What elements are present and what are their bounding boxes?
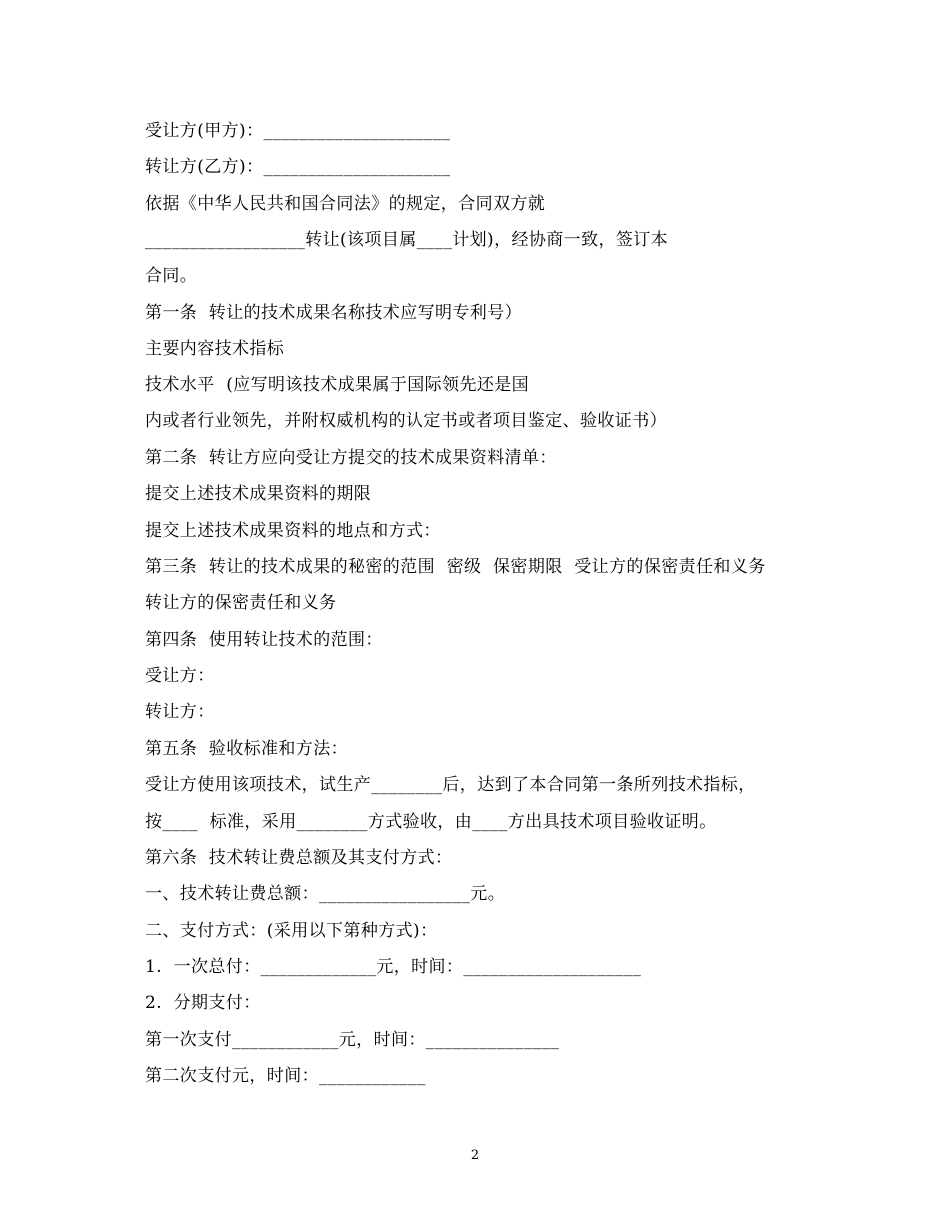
article-6-payment-method: 二、支付方式：(采用以下第种方式)： <box>145 921 438 941</box>
transferor-party-line: 转让方(乙方)：_____________________ <box>145 157 451 177</box>
article-6-total-fee: 一、技术转让费总额：_________________元。 <box>145 884 506 904</box>
article-4-heading: 第四条 使用转让技术的范围： <box>145 630 383 650</box>
article-3-heading: 第三条 转让的技术成果的秘密的范围 密级 保密期限 受让方的保密责任和义务 <box>145 557 766 577</box>
article-6-heading: 第六条 技术转让费总额及其支付方式： <box>145 848 453 868</box>
payment-installments: 2. 分期支付： <box>145 993 261 1013</box>
article-1-level-line-1: 技术水平 (应写明该技术成果属于国际领先还是国 <box>145 375 530 395</box>
preamble-line-2: __________________转让(该项目属____计划)，经协商一致，签订本 <box>145 230 669 250</box>
article-4-transferor: 转让方： <box>145 702 215 722</box>
payment-lump-sum: 1. 一次总付：_____________元，时间：____________________ <box>145 957 642 977</box>
article-1-level-line-2: 内或者行业领先，并附权威机构的认定书或者项目鉴定、验收证书） <box>145 411 667 431</box>
transferee-party-line: 受让方(甲方)：_____________________ <box>145 121 451 141</box>
article-2-location: 提交上述技术成果资料的地点和方式： <box>145 521 441 541</box>
article-4-transferee: 受让方： <box>145 666 215 686</box>
installment-first: 第一次支付____________元，时间：_______________ <box>145 1030 560 1050</box>
article-1-heading: 第一条 转让的技术成果名称技术应写明专利号） <box>145 303 523 323</box>
article-3-transferor-duty: 转让方的保密责任和义务 <box>145 593 337 613</box>
article-2-deadline: 提交上述技术成果资料的期限 <box>145 484 372 504</box>
preamble-line-1: 依据《中华人民共和国合同法》的规定，合同双方就 <box>145 194 546 214</box>
preamble-line-3: 合同。 <box>145 266 198 286</box>
article-1-content: 主要内容技术指标 <box>145 339 285 359</box>
article-5-heading: 第五条 验收标准和方法： <box>145 739 349 759</box>
article-5-line-2: 按____ 标准，采用________方式验收，由____方出具技术项目验收证明。 <box>145 812 717 832</box>
page-number: 2 <box>470 1148 480 1163</box>
installment-second: 第二次支付元，时间：____________ <box>145 1066 426 1086</box>
article-2-heading: 第二条 转让方应向受让方提交的技术成果资料清单： <box>145 448 557 468</box>
article-5-line-1: 受让方使用该项技术，试生产________后，达到了本合同第一条所列技术指标， <box>145 775 756 795</box>
